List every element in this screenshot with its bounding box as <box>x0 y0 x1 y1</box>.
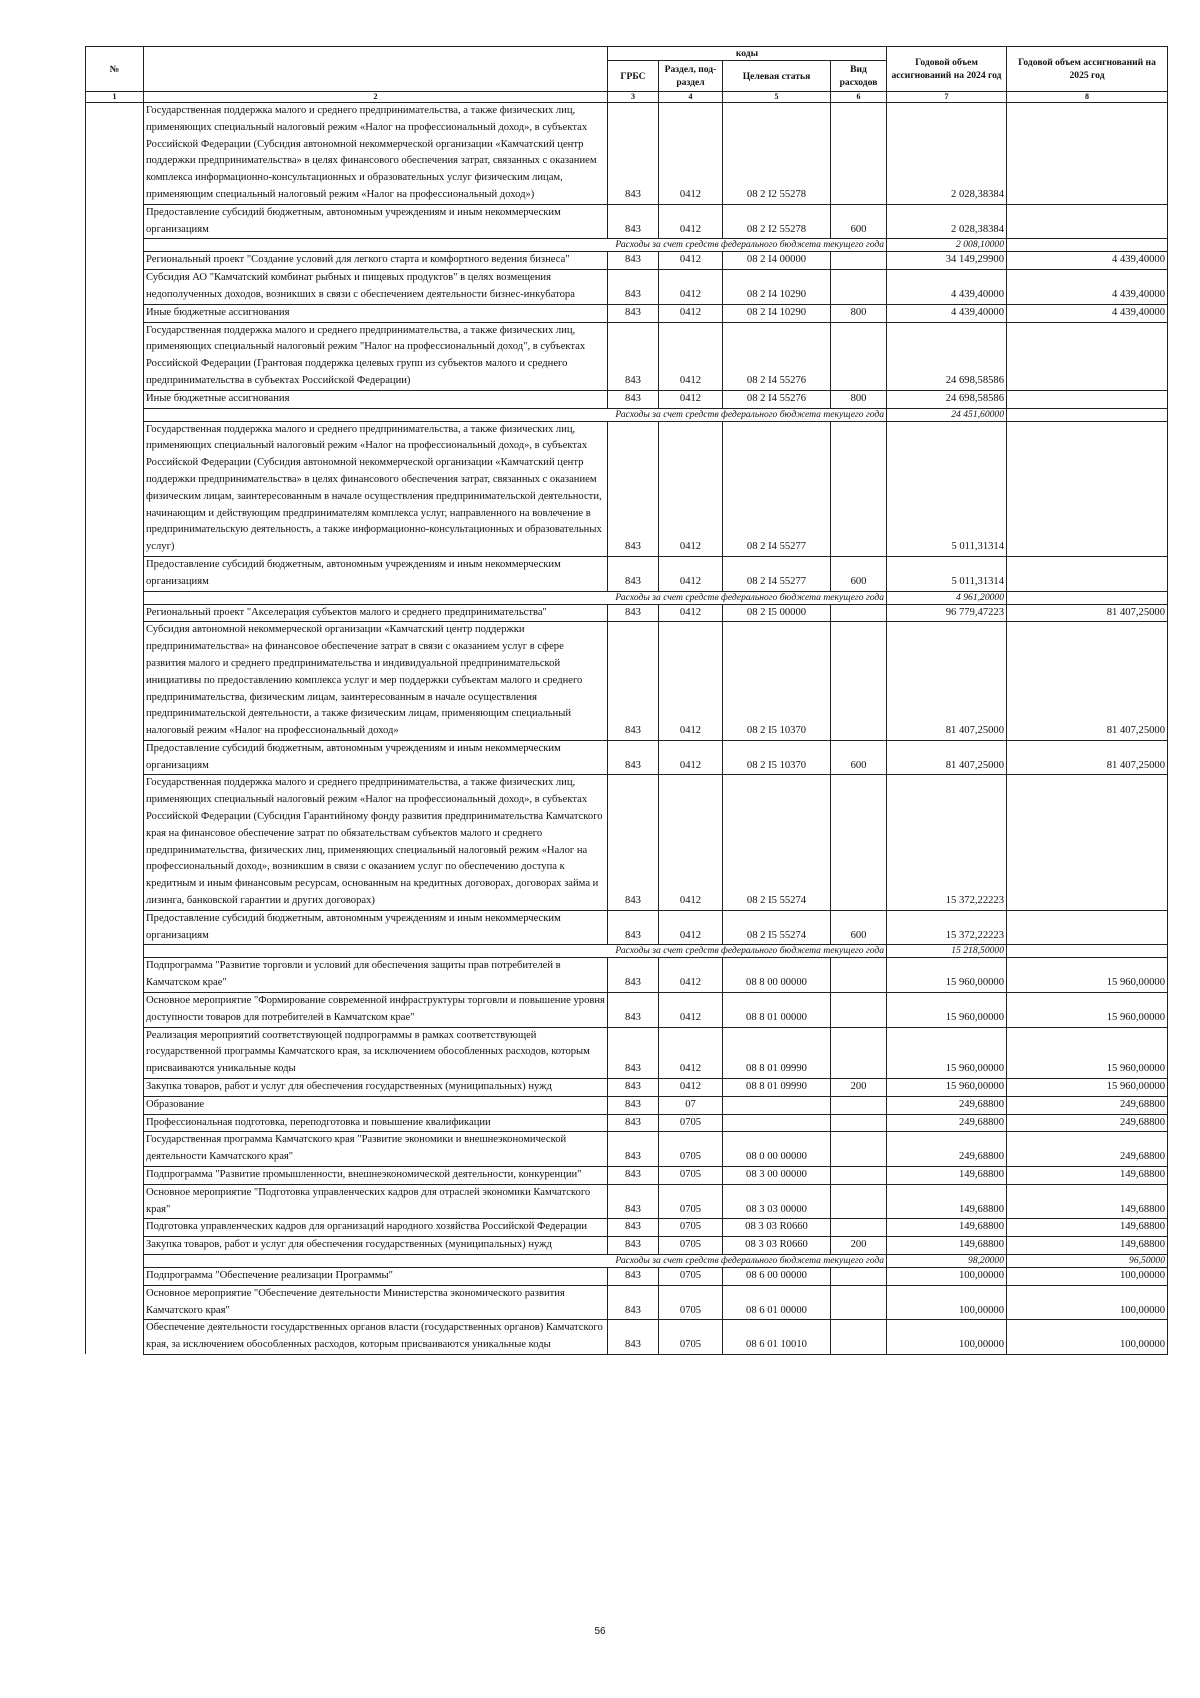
expense-type-cell <box>831 1285 887 1320</box>
target-article-cell: 08 8 01 09990 <box>723 1079 831 1097</box>
grbs-cell: 843 <box>608 775 659 910</box>
row-number-cell <box>86 622 144 741</box>
column-number: 4 <box>659 92 723 103</box>
grbs-cell: 843 <box>608 1320 659 1355</box>
row-name: Расходы за счет средств федерального бюджета текущего года <box>144 945 887 958</box>
column-number: 1 <box>86 92 144 103</box>
row-name: Региональный проект "Создание условий для легкого старта и комфортного ведения бизнеса" <box>144 252 608 270</box>
amount-2025 <box>1007 204 1168 239</box>
razdel-cell: 0412 <box>659 622 723 741</box>
target-article-cell: 08 2 I4 55276 <box>723 390 831 408</box>
table-row <box>86 622 1168 741</box>
budget-table <box>85 46 1168 1355</box>
amount-2025 <box>1007 910 1168 945</box>
grbs-cell: 843 <box>608 1237 659 1255</box>
row-number-cell <box>86 1167 144 1185</box>
amount-2025: 4 439,40000 <box>1007 252 1168 270</box>
razdel-cell: 0412 <box>659 993 723 1028</box>
expense-type-cell: 200 <box>831 1079 887 1097</box>
amount-2024: 15 960,00000 <box>887 1027 1007 1078</box>
razdel-cell: 0412 <box>659 204 723 239</box>
federal-budget-row <box>86 408 1168 421</box>
grbs-cell: 843 <box>608 910 659 945</box>
razdel-cell: 0412 <box>659 958 723 993</box>
row-number-cell <box>86 591 144 604</box>
amount-2025 <box>1007 556 1168 591</box>
amount-2024: 15 218,50000 <box>887 945 1007 958</box>
expense-type-cell <box>831 252 887 270</box>
expense-type-cell <box>831 1320 887 1355</box>
row-name: Предоставление субсидий бюджетным, автономным учреждениям и иным некоммерческим организациям <box>144 204 608 239</box>
row-number-cell <box>86 1079 144 1097</box>
target-article-cell: 08 8 01 09990 <box>723 1027 831 1078</box>
amount-2025 <box>1007 775 1168 910</box>
row-number-cell <box>86 1255 144 1268</box>
table-row <box>86 740 1168 775</box>
target-article-cell: 08 3 03 R0660 <box>723 1219 831 1237</box>
grbs-cell: 843 <box>608 322 659 390</box>
table-row <box>86 1096 1168 1114</box>
grbs-cell: 843 <box>608 1096 659 1114</box>
grbs-cell: 843 <box>608 958 659 993</box>
amount-2024: 34 149,29900 <box>887 252 1007 270</box>
razdel-cell: 0705 <box>659 1320 723 1355</box>
expense-type-cell <box>831 993 887 1028</box>
amount-2024: 149,68800 <box>887 1167 1007 1185</box>
expense-type-cell <box>831 1167 887 1185</box>
row-name: Субсидия автономной некоммерческой организации «Камчатский центр поддержки предпринимательства» на финансовое обеспечение затрат в связи с оказанием услуг в сфере развития малого и среднего предпринимательства и индивидуальной предпринимательской инициативы по предоставлению комплекса услуг и мер поддержки субъектам малого и среднего предпринимательства, физическим лицам, заинтересованным в начале осуществления предпринимательской деятельности, а также физическим лицам, применяющим специальный налоговый режим «Налог на профессиональный доход» <box>144 622 608 741</box>
row-number-cell <box>86 1219 144 1237</box>
razdel-cell: 0705 <box>659 1285 723 1320</box>
amount-2025: 249,68800 <box>1007 1114 1168 1132</box>
grbs-cell: 843 <box>608 103 659 205</box>
razdel-cell: 0412 <box>659 103 723 205</box>
amount-2024: 15 960,00000 <box>887 993 1007 1028</box>
row-name: Расходы за счет средств федерального бюджета текущего года <box>144 1255 887 1268</box>
amount-2025: 15 960,00000 <box>1007 993 1168 1028</box>
table-row <box>86 556 1168 591</box>
row-number-cell <box>86 1096 144 1114</box>
grbs-cell: 843 <box>608 252 659 270</box>
razdel-cell: 0412 <box>659 322 723 390</box>
table-header <box>86 47 1168 103</box>
grbs-cell: 843 <box>608 204 659 239</box>
target-article-cell: 08 2 I5 10370 <box>723 622 831 741</box>
amount-2025: 15 960,00000 <box>1007 1027 1168 1078</box>
expense-type-cell: 600 <box>831 740 887 775</box>
target-article-cell: 08 2 I5 00000 <box>723 604 831 622</box>
header-codes: коды <box>608 47 887 61</box>
razdel-cell: 0705 <box>659 1184 723 1219</box>
row-name: Иные бюджетные ассигнования <box>144 390 608 408</box>
target-article-cell: 08 8 00 00000 <box>723 958 831 993</box>
table-row <box>86 1079 1168 1097</box>
federal-budget-row <box>86 1255 1168 1268</box>
table-row <box>86 1184 1168 1219</box>
expense-type-cell <box>831 322 887 390</box>
expense-type-cell: 200 <box>831 1237 887 1255</box>
grbs-cell: 843 <box>608 740 659 775</box>
page-number: 56 <box>594 1626 606 1637</box>
federal-budget-row <box>86 591 1168 604</box>
row-number-cell <box>86 945 144 958</box>
amount-2024: 4 439,40000 <box>887 304 1007 322</box>
amount-2024: 98,20000 <box>887 1255 1007 1268</box>
amount-2025 <box>1007 421 1168 556</box>
grbs-cell: 843 <box>608 604 659 622</box>
amount-2024: 149,68800 <box>887 1219 1007 1237</box>
row-name: Подпрограмма "Развитие промышленности, внешнеэкономической деятельности, конкуренции" <box>144 1167 608 1185</box>
table-row <box>86 604 1168 622</box>
razdel-cell: 0705 <box>659 1114 723 1132</box>
grbs-cell: 843 <box>608 1079 659 1097</box>
table-row <box>86 993 1168 1028</box>
amount-2025: 81 407,25000 <box>1007 622 1168 741</box>
amount-2024: 2 008,10000 <box>887 239 1007 252</box>
row-number-cell <box>86 204 144 239</box>
razdel-cell: 0705 <box>659 1237 723 1255</box>
amount-2024: 15 960,00000 <box>887 1079 1007 1097</box>
row-number-cell <box>86 1184 144 1219</box>
razdel-cell: 0412 <box>659 775 723 910</box>
razdel-cell: 0412 <box>659 1027 723 1078</box>
amount-2024: 81 407,25000 <box>887 740 1007 775</box>
table-row <box>86 204 1168 239</box>
row-name: Основное мероприятие "Подготовка управленческих кадров для отраслей экономики Камчатского края" <box>144 1184 608 1219</box>
column-number: 8 <box>1007 92 1168 103</box>
target-article-cell: 08 2 I4 10290 <box>723 304 831 322</box>
header-name <box>144 47 608 92</box>
amount-2024: 149,68800 <box>887 1184 1007 1219</box>
row-name: Региональный проект "Акселерация субъектов малого и среднего предпринимательства" <box>144 604 608 622</box>
expense-type-cell <box>831 1027 887 1078</box>
header-grbs: ГРБС <box>608 61 659 92</box>
expense-type-cell <box>831 270 887 305</box>
target-article-cell: 08 2 I4 00000 <box>723 252 831 270</box>
amount-2025 <box>1007 408 1168 421</box>
expense-type-cell <box>831 1268 887 1286</box>
table-row <box>86 322 1168 390</box>
amount-2024: 24 698,58586 <box>887 390 1007 408</box>
expense-type-cell <box>831 958 887 993</box>
row-number-cell <box>86 239 144 252</box>
row-number-cell <box>86 556 144 591</box>
row-name: Субсидия АО "Камчатский комбинат рыбных и пищевых продуктов" в целях возмещения недополученных доходов, возникших в связи с обеспечением деятельности бизнес-инкубатора <box>144 270 608 305</box>
razdel-cell: 0412 <box>659 556 723 591</box>
expense-type-cell: 600 <box>831 556 887 591</box>
federal-budget-row <box>86 945 1168 958</box>
grbs-cell: 843 <box>608 1184 659 1219</box>
table-row <box>86 421 1168 556</box>
amount-2024: 149,68800 <box>887 1237 1007 1255</box>
razdel-cell: 0412 <box>659 390 723 408</box>
expense-type-cell: 600 <box>831 204 887 239</box>
table-body <box>86 103 1168 1355</box>
amount-2025 <box>1007 390 1168 408</box>
table-row <box>86 1268 1168 1286</box>
row-number-cell <box>86 1237 144 1255</box>
table-row <box>86 910 1168 945</box>
row-name: Предоставление субсидий бюджетным, автономным учреждениям и иным некоммерческим организациям <box>144 556 608 591</box>
grbs-cell: 843 <box>608 1167 659 1185</box>
amount-2024: 4 439,40000 <box>887 270 1007 305</box>
amount-2024: 15 372,22223 <box>887 775 1007 910</box>
row-name: Профессиональная подготовка, переподготовка и повышение квалификации <box>144 1114 608 1132</box>
razdel-cell: 0705 <box>659 1268 723 1286</box>
grbs-cell: 843 <box>608 1027 659 1078</box>
row-name: Государственная поддержка малого и среднего предпринимательства, а также физических лиц, применяющих специальный налоговый режим "Налог на профессиональный доход", в субъектах Российской Федерации (Грантовая поддержка целевых групп из субъектов малого и среднего предпринимательства в субъектах Российской Федерации) <box>144 322 608 390</box>
header-razdel: Раздел, под-раздел <box>659 61 723 92</box>
row-name: Государственная поддержка малого и среднего предпринимательства, а также физических лиц, применяющих специальный налоговый режим «Налог на профессиональный доход», в субъектах Российской Федерации (Субсидия автономной некоммерческой организации «Камчатский центр поддержки предпринимательства» в целях финансового обеспечения затрат, связанных с оказанием физическим лицам, заинтересованным в начале осуществления предпринимательской деятельности, начинающим и действующим предпринимателям комплекса услуг, направленного на вовлечение в предпринимательскую деятельность, а также информационно-консультационных и образовательных услуг) <box>144 421 608 556</box>
table-row <box>86 1219 1168 1237</box>
expense-type-cell <box>831 1096 887 1114</box>
row-name: Предоставление субсидий бюджетным, автономным учреждениям и иным некоммерческим организациям <box>144 740 608 775</box>
row-number-cell <box>86 1114 144 1132</box>
amount-2024: 4 961,20000 <box>887 591 1007 604</box>
row-number-cell <box>86 103 144 205</box>
grbs-cell: 843 <box>608 622 659 741</box>
amount-2025 <box>1007 945 1168 958</box>
amount-2025: 149,68800 <box>1007 1167 1168 1185</box>
amount-2024: 5 011,31314 <box>887 556 1007 591</box>
row-number-cell <box>86 1285 144 1320</box>
table-row <box>86 252 1168 270</box>
row-number-cell <box>86 408 144 421</box>
row-number-cell <box>86 910 144 945</box>
razdel-cell: 0412 <box>659 304 723 322</box>
header-2024: Годовой объем ассигнований на 2024 год <box>887 47 1007 92</box>
row-name: Подпрограмма "Обеспечение реализации Программы" <box>144 1268 608 1286</box>
amount-2024: 2 028,38384 <box>887 204 1007 239</box>
amount-2024: 81 407,25000 <box>887 622 1007 741</box>
amount-2025: 149,68800 <box>1007 1184 1168 1219</box>
razdel-cell: 07 <box>659 1096 723 1114</box>
grbs-cell: 843 <box>608 993 659 1028</box>
target-article-cell: 08 6 01 10010 <box>723 1320 831 1355</box>
row-name: Образование <box>144 1096 608 1114</box>
amount-2024: 5 011,31314 <box>887 421 1007 556</box>
amount-2024: 100,00000 <box>887 1320 1007 1355</box>
razdel-cell: 0412 <box>659 604 723 622</box>
amount-2024: 249,68800 <box>887 1114 1007 1132</box>
target-article-cell: 08 3 00 00000 <box>723 1167 831 1185</box>
row-number-cell <box>86 270 144 305</box>
grbs-cell: 843 <box>608 1268 659 1286</box>
amount-2025: 15 960,00000 <box>1007 1079 1168 1097</box>
row-name: Подпрограмма "Развитие торговли и условий для обеспечения защиты прав потребителей в Камчатском крае" <box>144 958 608 993</box>
row-number-cell <box>86 322 144 390</box>
expense-type-cell <box>831 775 887 910</box>
target-article-cell: 08 2 I2 55278 <box>723 204 831 239</box>
expense-type-cell <box>831 1132 887 1167</box>
grbs-cell: 843 <box>608 1219 659 1237</box>
target-article-cell: 08 2 I4 55277 <box>723 556 831 591</box>
row-number-cell <box>86 604 144 622</box>
row-name: Государственная поддержка малого и среднего предпринимательства, а также физических лиц, применяющих специальный налоговый режим «Налог на профессиональный доход», в субъектах Российской Федерации (Субсидия Гарантийному фонду развития предпринимательства Камчатского края на финансовое обеспечение затрат по обязательствам субъектов малого и среднего предпринимательства, физических лиц, применяющих специальный налоговый режим «Налог на профессиональный доход», возникшим в связи с оказанием услуг по обеспечению доступа к кредитным и иным финансовым ресурсам, основанным на кредитных договорах, договорах займа и лизинга, банковской гарантии и других договорах) <box>144 775 608 910</box>
row-number-cell <box>86 252 144 270</box>
row-name: Расходы за счет средств федерального бюджета текущего года <box>144 408 887 421</box>
expense-type-cell <box>831 103 887 205</box>
amount-2025: 81 407,25000 <box>1007 604 1168 622</box>
amount-2025: 15 960,00000 <box>1007 958 1168 993</box>
header-target-article: Целевая статья <box>723 61 831 92</box>
amount-2024: 249,68800 <box>887 1132 1007 1167</box>
expense-type-cell: 800 <box>831 304 887 322</box>
amount-2024: 100,00000 <box>887 1285 1007 1320</box>
razdel-cell: 0412 <box>659 910 723 945</box>
row-name: Закупка товаров, работ и услуг для обеспечения государственных (муниципальных) нужд <box>144 1237 608 1255</box>
expense-type-cell <box>831 421 887 556</box>
table-row <box>86 1132 1168 1167</box>
row-name: Обеспечение деятельности государственных органов власти (государственных органов) Камчатского края, за исключением обособленных расходов, которым присваиваются уникальные коды <box>144 1320 608 1355</box>
table-row <box>86 390 1168 408</box>
expense-type-cell <box>831 1184 887 1219</box>
table-row <box>86 103 1168 205</box>
row-name: Расходы за счет средств федерального бюджета текущего года <box>144 239 887 252</box>
target-article-cell <box>723 1096 831 1114</box>
row-name: Предоставление субсидий бюджетным, автономным учреждениям и иным некоммерческим организациям <box>144 910 608 945</box>
amount-2025: 100,00000 <box>1007 1285 1168 1320</box>
amount-2025 <box>1007 322 1168 390</box>
row-number-cell <box>86 304 144 322</box>
amount-2025: 100,00000 <box>1007 1268 1168 1286</box>
row-number-cell <box>86 1320 144 1355</box>
target-article-cell: 08 3 03 00000 <box>723 1184 831 1219</box>
target-article-cell: 08 2 I5 55274 <box>723 910 831 945</box>
razdel-cell: 0412 <box>659 252 723 270</box>
amount-2024: 24 451,60000 <box>887 408 1007 421</box>
table-row <box>86 1285 1168 1320</box>
razdel-cell: 0705 <box>659 1132 723 1167</box>
razdel-cell: 0705 <box>659 1219 723 1237</box>
row-number-cell <box>86 775 144 910</box>
row-name: Государственная поддержка малого и среднего предпринимательства, а также физических лиц, применяющих специальный налоговый режим «Налог на профессиональный доход», в субъектах Российской Федерации (Субсидия автономной некоммерческой организации «Камчатский центр поддержки предпринимательства» в целях финансового обеспечения затрат, связанных с оказанием комплекса информационно-консультационных и образовательных услуг физическим лицам, применяющим специальный налоговый режим «Налог на профессиональный доход») <box>144 103 608 205</box>
target-article-cell: 08 8 01 00000 <box>723 993 831 1028</box>
row-number-cell <box>86 421 144 556</box>
column-number: 3 <box>608 92 659 103</box>
target-article-cell: 08 2 I4 55276 <box>723 322 831 390</box>
row-number-cell <box>86 1268 144 1286</box>
target-article-cell: 08 2 I5 10370 <box>723 740 831 775</box>
amount-2024: 24 698,58586 <box>887 322 1007 390</box>
row-number-cell <box>86 958 144 993</box>
header-no: № <box>86 47 144 92</box>
table-row <box>86 1114 1168 1132</box>
table-row <box>86 1320 1168 1355</box>
grbs-cell: 843 <box>608 421 659 556</box>
expense-type-cell <box>831 622 887 741</box>
amount-2025: 249,68800 <box>1007 1096 1168 1114</box>
row-number-cell <box>86 1132 144 1167</box>
table-row <box>86 775 1168 910</box>
table-row <box>86 1237 1168 1255</box>
amount-2024: 96 779,47223 <box>887 604 1007 622</box>
target-article-cell: 08 0 00 00000 <box>723 1132 831 1167</box>
row-name: Основное мероприятие "Обеспечение деятельности Министерства экономического развития Камчатского края" <box>144 1285 608 1320</box>
row-number-cell <box>86 993 144 1028</box>
grbs-cell: 843 <box>608 1132 659 1167</box>
razdel-cell: 0412 <box>659 740 723 775</box>
amount-2025: 96,50000 <box>1007 1255 1168 1268</box>
amount-2025: 4 439,40000 <box>1007 304 1168 322</box>
amount-2024: 15 372,22223 <box>887 910 1007 945</box>
target-article-cell: 08 6 00 00000 <box>723 1268 831 1286</box>
table-row <box>86 1167 1168 1185</box>
header-expense-type: Вид расходов <box>831 61 887 92</box>
target-article-cell: 08 2 I4 55277 <box>723 421 831 556</box>
target-article-cell: 08 2 I4 10290 <box>723 270 831 305</box>
amount-2025: 4 439,40000 <box>1007 270 1168 305</box>
target-article-cell: 08 6 01 00000 <box>723 1285 831 1320</box>
amount-2025: 149,68800 <box>1007 1237 1168 1255</box>
federal-budget-row <box>86 239 1168 252</box>
target-article-cell: 08 3 03 R0660 <box>723 1237 831 1255</box>
amount-2025: 249,68800 <box>1007 1132 1168 1167</box>
grbs-cell: 843 <box>608 556 659 591</box>
row-number-cell <box>86 390 144 408</box>
grbs-cell: 843 <box>608 390 659 408</box>
table-row <box>86 958 1168 993</box>
grbs-cell: 843 <box>608 270 659 305</box>
target-article-cell: 08 2 I5 55274 <box>723 775 831 910</box>
column-number: 6 <box>831 92 887 103</box>
grbs-cell: 843 <box>608 1285 659 1320</box>
table-row <box>86 1027 1168 1078</box>
row-name: Государственная программа Камчатского края "Развитие экономики и внешнеэкономической деятельности Камчатского края" <box>144 1132 608 1167</box>
grbs-cell: 843 <box>608 1114 659 1132</box>
amount-2025 <box>1007 103 1168 205</box>
amount-2025 <box>1007 239 1168 252</box>
amount-2024: 100,00000 <box>887 1268 1007 1286</box>
column-number: 5 <box>723 92 831 103</box>
expense-type-cell <box>831 1114 887 1132</box>
table-row <box>86 304 1168 322</box>
amount-2024: 2 028,38384 <box>887 103 1007 205</box>
amount-2025 <box>1007 591 1168 604</box>
razdel-cell: 0412 <box>659 421 723 556</box>
column-number: 7 <box>887 92 1007 103</box>
amount-2025: 100,00000 <box>1007 1320 1168 1355</box>
razdel-cell: 0705 <box>659 1167 723 1185</box>
row-name: Подготовка управленческих кадров для организаций народного хозяйства Российской Федерации <box>144 1219 608 1237</box>
target-article-cell: 08 2 I2 55278 <box>723 103 831 205</box>
row-name: Реализация мероприятий соответствующей подпрограммы в рамках соответствующей государственной программы Камчатского края, за исключением обособленных расходов, которым присваиваются уникальные коды <box>144 1027 608 1078</box>
razdel-cell: 0412 <box>659 270 723 305</box>
row-name: Закупка товаров, работ и услуг для обеспечения государственных (муниципальных) нужд <box>144 1079 608 1097</box>
expense-type-cell <box>831 1219 887 1237</box>
row-number-cell <box>86 740 144 775</box>
razdel-cell: 0412 <box>659 1079 723 1097</box>
row-name: Основное мероприятие "Формирование современной инфраструктуры торговли и повышение уровня доступности товаров для потребителей в Камчатском крае" <box>144 993 608 1028</box>
table-row <box>86 270 1168 305</box>
expense-type-cell: 800 <box>831 390 887 408</box>
row-number-cell <box>86 1027 144 1078</box>
expense-type-cell <box>831 604 887 622</box>
amount-2024: 15 960,00000 <box>887 958 1007 993</box>
expense-type-cell: 600 <box>831 910 887 945</box>
grbs-cell: 843 <box>608 304 659 322</box>
column-number: 2 <box>144 92 608 103</box>
row-name: Иные бюджетные ассигнования <box>144 304 608 322</box>
header-2025: Годовой объем ассигнований на 2025 год <box>1007 47 1168 92</box>
row-name: Расходы за счет средств федерального бюджета текущего года <box>144 591 887 604</box>
target-article-cell <box>723 1114 831 1132</box>
amount-2025: 149,68800 <box>1007 1219 1168 1237</box>
amount-2025: 81 407,25000 <box>1007 740 1168 775</box>
amount-2024: 249,68800 <box>887 1096 1007 1114</box>
